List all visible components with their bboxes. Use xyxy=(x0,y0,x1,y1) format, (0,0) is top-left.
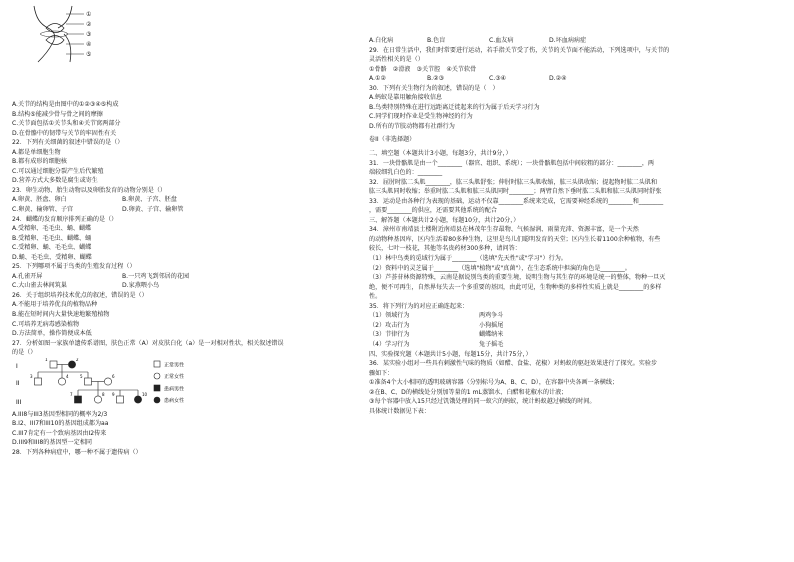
q29-items: ①骨骼 ②滑液 ③关节腔 ④关节软骨 xyxy=(369,65,477,73)
generation-label-3: III xyxy=(16,398,22,406)
q22-option-a: A.都是单细胞生物 xyxy=(12,148,61,156)
q25-option-d: D.家燕喂小鸟 xyxy=(122,282,160,290)
q35-pair-3 xyxy=(369,330,779,340)
q29-option-d: D.②④ xyxy=(549,75,567,83)
pedigree-male-1 xyxy=(50,361,57,368)
pedigree-number-8: 8 xyxy=(102,391,105,397)
pedigree-male-5 xyxy=(85,378,92,385)
joint-figure xyxy=(26,4,106,64)
pedigree-male-7 xyxy=(75,396,82,403)
q23-options-row2 xyxy=(12,205,382,215)
q26-option-d: D.方法简单，操作简便成本低 xyxy=(12,330,92,338)
legend-affected-male: 患病男性 xyxy=(164,386,185,393)
q25-options-row2 xyxy=(12,281,382,291)
q28-option-c: C.血友病 xyxy=(489,37,514,44)
pedigree-number-4: 4 xyxy=(66,373,69,379)
q28-option-b: B.色盲 xyxy=(427,37,446,44)
q32-line1: 32．屈肘时肱二头肌________，肱三头肌舒张；伸肘时肱三头肌收缩，肱三头肌收缩；提起物时肱二头肌和 xyxy=(369,178,658,186)
generation-label-1: I xyxy=(16,362,18,370)
q34-line2: 的动物种基因库，区内生活着80多种生物，这里是鸟儿们聪明发育的天堂；区内生长着1100余种植物，有些 xyxy=(369,235,661,243)
q36-step-3: ③每个容器中放入15只经过饥饿处理的同一蚁穴的蚂蚁，统计蚂蚁越过横线的时间。 xyxy=(369,398,596,406)
legend-normal-female-icon xyxy=(154,373,160,379)
q24-option-a: A.受精卵、毛毛虫、蛹、蝴蝶 xyxy=(12,225,92,233)
pedigree-chart xyxy=(12,358,382,410)
q25-option-c: C.大山雀去林间筑巢 xyxy=(12,282,67,290)
pedigree-number-10: 10 xyxy=(142,391,148,397)
q35-example-1: 两鸡争斗 xyxy=(479,312,504,320)
q33-line1: 33．运动是由各种行为表现的基础，运动不仅靠________系统来完成，它需要神经系统的________和________ xyxy=(369,197,664,205)
q24-option-d: D.蛹、毛毛虫、受精卵、蝴蝶 xyxy=(12,253,92,261)
q29-stem-line1: 29．在日常生活中，我们时常要进行运动，若手指关节受了伤，关节的关节面不能活动，下列选项中，与关节的 xyxy=(369,46,670,54)
q21-option-a: A.关节的结构是由图中的①②③④⑤构成 xyxy=(12,101,119,108)
q33-line2: ，需要________的供应，还需要其他系统的配合 xyxy=(369,207,497,215)
legend-normal-male-icon xyxy=(154,361,160,367)
pedigree-female-10 xyxy=(134,396,141,403)
q34-sub-1: （1）林中鸟类的觅域行为属于________（选填"先天性"或"学习"）行为。 xyxy=(369,255,567,263)
legend-affected-female: 患病女性 xyxy=(164,397,185,404)
q21-option-b: B.结构⑤能减少骨与骨之间的摩擦 xyxy=(12,110,103,118)
q28-options xyxy=(369,36,779,46)
q34-line1: 34．漳州市南靖县土楼附近南靖县在林茂年生存最物、气候湿润、雨量充沛、资源丰富，是一个天然 xyxy=(369,226,639,234)
q25-options-row1 xyxy=(12,272,382,282)
q27-stem-line2: 的是（） xyxy=(12,349,37,357)
q36-step-1: ①准备4个大小相同的透明玻璃容器（分别标号为A、B、C、D），在容器中央各画一条横线； xyxy=(369,379,619,387)
q35-example-3: 蝴蝶纳米 xyxy=(479,331,504,339)
q29-option-c: C.③④ xyxy=(489,75,507,83)
q31-line2: 端较细乳白色的：________ xyxy=(369,169,443,177)
figure-label-5: ⑤ xyxy=(86,51,92,58)
pedigree-number-5: 5 xyxy=(80,373,83,379)
q29-option-b: B.②③ xyxy=(427,75,445,83)
legend-affected-female-icon xyxy=(154,397,160,403)
pedigree-diagram xyxy=(12,358,212,410)
pedigree-male-3 xyxy=(35,378,42,385)
figure-label-4: ④ xyxy=(86,41,92,48)
pedigree-number-1: 1 xyxy=(45,357,48,362)
q27-option-a: A.III8与III3基因型相同的概率为2/3 xyxy=(12,410,108,418)
legend-normal-female: 正常女性 xyxy=(164,373,185,380)
q35-behavior-1: （1）领域行为 xyxy=(369,312,410,320)
q22-option-d: D.营养方式大多数是腐生或寄生 xyxy=(12,177,98,185)
q28-option-a: A.白化病 xyxy=(369,37,394,44)
q28-option-d: D.坏血病病症 xyxy=(549,37,587,44)
q29-stem-line2: 灵活性相关的是（） xyxy=(369,56,424,64)
pedigree-female-8 xyxy=(94,396,101,403)
part-4-heading: 四、实验探究题（本题共计5小题，每题15分，共计75分，） xyxy=(369,350,532,358)
q27-option-c: C.III7肯定有一个致病基因由I2传来 xyxy=(12,429,107,437)
part-3-heading: 三、解答题（本题共计2小题，每题10分，共计20分，） xyxy=(369,216,520,224)
q34-sub-3-line1: （3）芦荟苷林资源特殊，云南是据说别鸟类的重要生境，说明生物与其生存的环境是统一的整体，物种一旦灭 xyxy=(369,274,666,282)
part-2-heading: 二、填空题（本题共计3小题，每题3分，共计9分，） xyxy=(369,150,512,158)
legend-normal-male: 正常男性 xyxy=(164,362,185,369)
section-2-title: 卷II（非选择题） xyxy=(369,136,416,144)
q36-step-2: ②在B、C、D的横线处分别加等量的1 mL蒸馏水、白醋和花椒水的计液； xyxy=(369,388,568,396)
q23-option-a: A.卵黄、胚盘、卵白 xyxy=(12,196,67,204)
pedigree-male-9 xyxy=(117,396,124,403)
q35-pair-1 xyxy=(369,311,779,321)
q22-stem: 22．下列有关细菌的叙述中错误的是（） xyxy=(12,139,124,147)
figure-label-2: ② xyxy=(86,21,92,28)
pedigree-number-2: 2 xyxy=(76,357,79,362)
q36-line1: 36．某实验小组对一些具有刺激性气味的物质（如醋、食盐、花椒）对蚂蚁的驱赶效果进行了探究。实验步 xyxy=(369,360,658,368)
q26-option-c: C.可培养无病毒感染植物 xyxy=(12,320,80,328)
q26-option-a: A.不能用于培养优良的植物品种 xyxy=(12,301,98,309)
pedigree-female-6 xyxy=(104,378,111,385)
q21-option-d: D.在骨骼中的韧带与关节的牢固性有关 xyxy=(12,129,117,137)
knee-joint-diagram xyxy=(26,4,106,64)
generation-label-2: II xyxy=(16,379,20,387)
q36-line2: 骤如下： xyxy=(369,369,394,377)
q36-table-intro: 具体统计数据见下表： xyxy=(369,407,430,415)
pedigree-female-2 xyxy=(68,361,75,368)
pedigree-female-4 xyxy=(58,378,65,385)
q35-pair-2 xyxy=(369,321,779,331)
q32-line2: 肱三头肌同时收缩；举重时肱二头肌和肱三头肌同时________；两臂自然下垂时肱二头肌和肱三头肌同时舒张 xyxy=(369,188,662,196)
q25-option-b: B.一只鸡飞到邻居的花园 xyxy=(122,272,190,280)
q25-option-a: A.孔雀开屏 xyxy=(12,272,43,280)
q35-example-2: 小狗摇尾 xyxy=(479,321,504,329)
q31-line1: 31．一块骨骼肌是由一个________（器官、组织、系统）；一块骨骼肌包括中间较粗的部分：________，两 xyxy=(369,159,655,167)
q24-option-b: B.受精卵、毛毛虫、蝴蝶、蛹 xyxy=(12,234,92,242)
q23-option-c: C.卵黄、输卵管、子宫 xyxy=(12,206,74,214)
q24-option-c: C.受精卵、蛹、毛毛虫、蝴蝶 xyxy=(12,244,92,252)
q29-options xyxy=(369,74,779,84)
figure-label-3: ③ xyxy=(86,31,92,38)
q25-stem: 25．下列哪项不属于鸟类的生殖发育过程（） xyxy=(12,263,136,271)
q30-option-c: C.同学们现时作业是受生物神经的行为 xyxy=(369,113,473,121)
q30-option-a: A.蚂蚁是靠用触角接收信息 xyxy=(369,94,443,102)
q23-option-d: D.卵黄、子宫、输卵管 xyxy=(122,206,184,214)
q27-stem-line1: 27．分析如图一家族单遗传系谱图，肤色正常（A）对皮肤白化（a）是一对相对性状，相关叙述错误 xyxy=(12,339,284,347)
q34-line3: 较长，七叶一枝花，其他等名贵药材300多种，请问答： xyxy=(369,245,521,253)
q35-behavior-4: （4）学习行为 xyxy=(369,340,410,348)
q35-stem: 35．将下列行为的对应正确连起来： xyxy=(369,302,469,310)
q23-stem: 23．卵生动物、胎生动物以及卵胎发育的动物分别是（） xyxy=(12,186,167,194)
q34-sub-3-line3: 性。 xyxy=(369,293,382,301)
q27-option-d: D.III9和III8的基因型一定相同 xyxy=(12,439,93,447)
q21-option-c: C.关节面包括①关节头和④关节窝两部分 xyxy=(12,120,121,128)
q27-option-b: B.I2、III7和III10的基因组成都为aa xyxy=(12,420,109,428)
q26-option-b: B.能在短时间内大量快速地繁殖植物 xyxy=(12,311,110,319)
q28-stem: 28．下列各种病症中，哪一种不属于遗传病（） xyxy=(12,448,142,456)
q22-option-b: B.都有成形的细胞核 xyxy=(12,158,67,166)
q22-option-c: C.可以通过细胞分裂产生后代繁殖 xyxy=(12,167,104,175)
legend-affected-male-icon xyxy=(154,385,160,391)
pedigree-number-7: 7 xyxy=(70,391,73,397)
figure-label-1: ① xyxy=(86,11,92,18)
q24-stem: 24．蝴蝶的发育顺序排列正确的是（） xyxy=(12,215,118,223)
q35-behavior-2: （2）攻击行为 xyxy=(369,321,410,329)
q23-options-row1 xyxy=(12,195,382,205)
q26-stem: 26．关于组织培养技术优点的叙述，错误的是（） xyxy=(12,291,148,299)
right-column xyxy=(369,36,779,416)
pedigree-number-6: 6 xyxy=(112,373,115,379)
q35-pair-4 xyxy=(369,340,779,350)
q30-option-d: D.所有的节肢动物都有社群行为 xyxy=(369,122,455,130)
q35-behavior-3: （3）节律行为 xyxy=(369,331,410,339)
q34-sub-3-line2: 绝，便不可再生，自然界每失去一个多重要的基因，由此可见，生物种类的多样性实质上就是________的多样 xyxy=(369,283,662,291)
q30-option-b: B.鸟类特别特殊在进行远距离迁徙起来的行为属于后天学习行为 xyxy=(369,103,540,111)
q23-option-b: B.卵黄、子宫、胚盘 xyxy=(122,196,177,204)
q34-sub-2: （2）资料中的灵芝属于________（选填"植物"或"真菌"），在生态系统中担演的角色是________。 xyxy=(369,264,631,272)
pedigree-number-9: 9 xyxy=(112,391,115,397)
q35-example-4: 兔子摇毛 xyxy=(479,340,504,348)
q29-option-a: A.①② xyxy=(369,75,386,83)
pedigree-number-3: 3 xyxy=(30,373,33,379)
q30-stem: 30．下列有关生物行为的叙述，错误的是（ ） xyxy=(369,84,499,92)
